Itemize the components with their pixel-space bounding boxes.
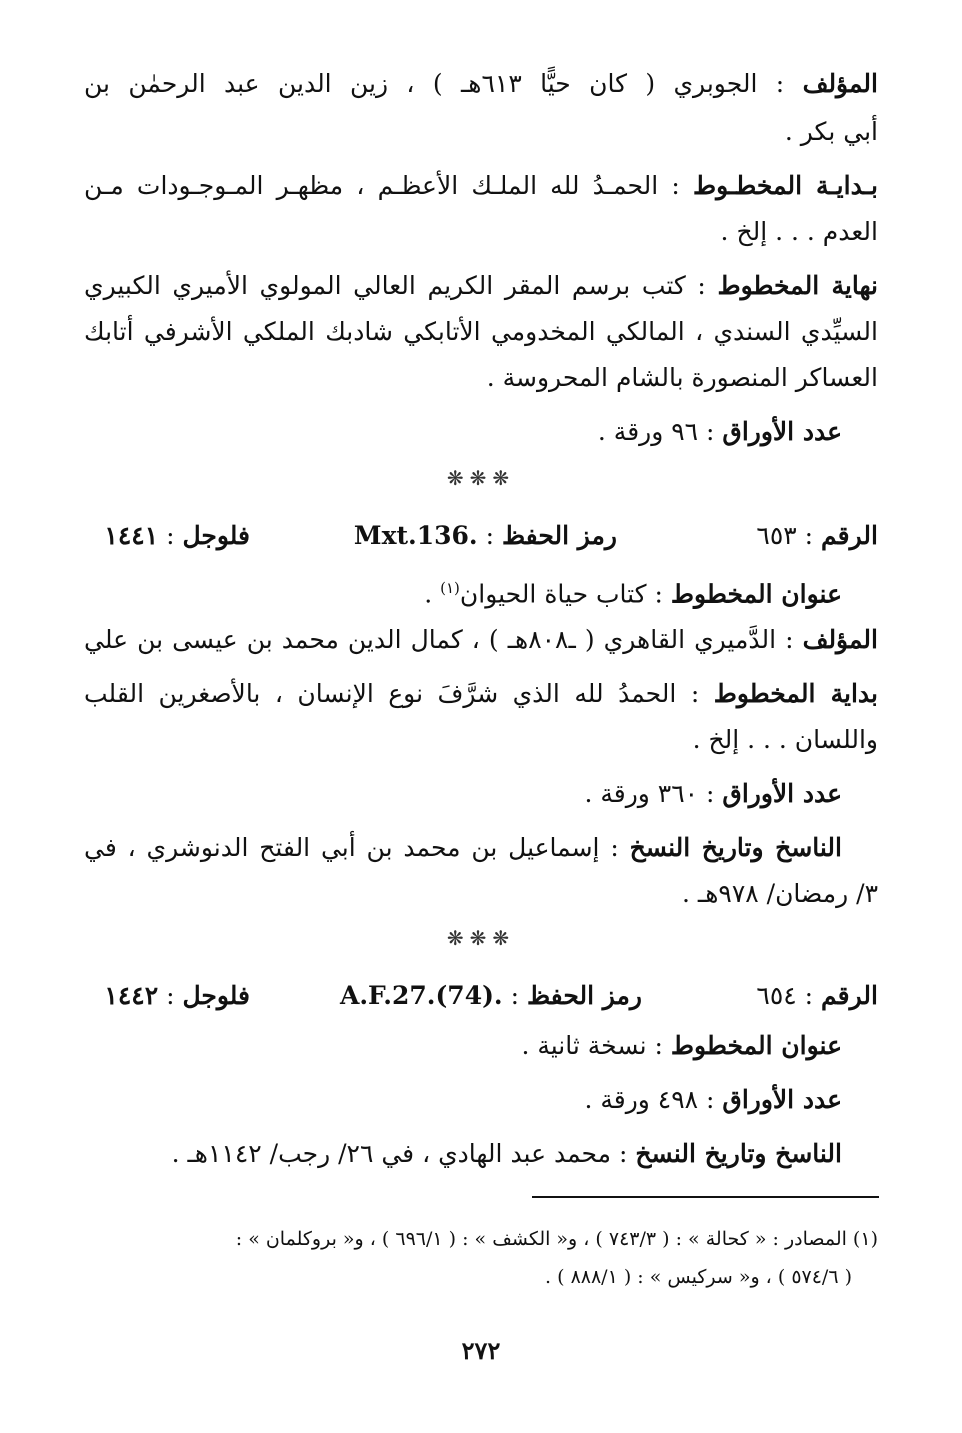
shelf-label: رمز الحفظ (526, 981, 642, 1010)
page-number: ٢٧٢ (461, 1336, 501, 1365)
title-label: عنوان المخطوط (670, 579, 842, 609)
leaves-label: عدد الأوراق (722, 417, 842, 446)
author-label: المؤلف (802, 69, 878, 98)
beginning-label: بـدايـة المخطـوط (693, 171, 878, 200)
footnote-line: (١) المصادر : « كحالة » : ( ٧٤٣/٣ ) ، و« الكشف » : ( ٦٩٦/١ ) ، و« بروكلمان » : (235, 1228, 878, 1250)
leaves-text: ٤٩٨ ورقة . (584, 1085, 699, 1114)
footnote-ref: (١) (440, 579, 460, 597)
ending-label: نهاية المخطوط (717, 271, 878, 300)
leaves-line: عدد الأوراق : ٤٩٨ ورقة . (584, 1085, 842, 1114)
author-line-cont: أبي بكر . (784, 117, 878, 146)
ending-line-3: العساكر المنصورة بالشام المحروسة . (486, 363, 878, 392)
copyist-label: الناسخ وتاريخ النسخ (635, 1139, 842, 1168)
leaves-text: ٣٦٠ ورقة . (584, 779, 699, 808)
ending-text: كتب برسم المقر الكريم العالي المولوي الأميري الكبيري (84, 271, 686, 300)
author-text: الدَّميري القاهري ( ـ٨٠٨هـ ) ، كمال الدين محمد بن عيسى بن علي (84, 625, 777, 654)
number-value: ٦٥٣ (756, 521, 797, 550)
flugel-number: فلوجل : ١٤٤١ (104, 521, 250, 550)
beginning-text: الحمـدُ لله الملـك الأعظـم ، مظهـر المـوجـودات مـن (84, 171, 659, 200)
beginning-line: بداية المخطوط : الحمدُ لله الذي شرَّفَ نوع الإنسان ، بالأصغرين القلب (84, 679, 878, 708)
beginning-line: بـدايـة المخطـوط : الحمـدُ لله الملـك الأعظـم ، مظهـر المـوجـودات مـن (84, 171, 878, 200)
copyist-line-cont: ٣/ رمضان/ ٩٧٨هـ . (682, 879, 878, 908)
shelf-value: A.F.27.(74). (339, 981, 503, 1010)
ending-line: نهاية المخطوط : كتب برسم المقر الكريم العالي المولوي الأميري الكبيري (84, 271, 878, 300)
author-line: المؤلف : الدَّميري القاهري ( ـ٨٠٨هـ ) ، كمال الدين محمد بن عيسى بن علي (84, 625, 878, 654)
title-end: . (424, 579, 441, 609)
copyist-label: الناسخ وتاريخ النسخ (629, 833, 842, 862)
beginning-text: الحمدُ لله الذي شرَّفَ نوع الإنسان ، بالأصغرين القلب (84, 679, 677, 708)
beginning-line-cont: العدم . . . إلخ . (720, 217, 878, 246)
leaves-line: عدد الأوراق : ٣٦٠ ورقة . (584, 779, 842, 808)
section-separator: ❋❋❋ (446, 466, 516, 490)
copyist-line: الناسخ وتاريخ النسخ : محمد عبد الهادي ، في ٢٦/ رجب/ ١١٤٢هـ . (171, 1139, 842, 1168)
footnote-line-cont: ( ٥٧٤/٦ ) ، و« سركيس » : ( ٨٨٨/١ ) . (545, 1266, 852, 1288)
title-label: عنوان المخطوط (670, 1031, 842, 1060)
title-text: نسخة ثانية . (521, 1031, 647, 1060)
shelf-label: رمز الحفظ (501, 521, 617, 550)
shelf-mark: رمز الحفظ : A.F.27.(74). (339, 981, 642, 1010)
copyist-text: محمد عبد الهادي ، في ٢٦/ رجب/ ١١٤٢هـ . (171, 1139, 612, 1168)
number-value: ٦٥٤ (756, 981, 797, 1010)
shelf-value: Mxt.136. (353, 521, 478, 550)
flugel-label: فلوجل (182, 981, 250, 1010)
entry-number: الرقم : ٦٥٣ (756, 521, 878, 550)
leaves-label: عدد الأوراق (722, 1085, 842, 1114)
title-line: عنوان المخطوط : نسخة ثانية . (521, 1031, 842, 1060)
flugel-label: فلوجل (182, 521, 250, 550)
leaves-line: عدد الأوراق : ٩٦ ورقة . (597, 417, 842, 446)
flugel-value: ١٤٤١ (104, 521, 159, 550)
section-separator: ❋❋❋ (446, 926, 516, 950)
copyist-line: الناسخ وتاريخ النسخ : إسماعيل بن محمد بن أبي الفتح الدنوشري ، في (84, 833, 842, 862)
leaves-text: ٩٦ ورقة . (597, 417, 699, 446)
entry-number: الرقم : ٦٥٤ (756, 981, 878, 1010)
title-line: عنوان المخطوط : كتاب حياة الحيوان$^{(١)}$ . (424, 579, 842, 609)
title-text: كتاب حياة الحيوان (459, 579, 647, 609)
number-label: الرقم (821, 521, 878, 550)
flugel-number: فلوجل : ١٤٤٢ (104, 981, 250, 1010)
ending-line-2: السيِّدي السندي ، المالكي المخدومي الأتابكي شادبك الملكي الأشرفي أتابك (84, 317, 878, 346)
beginning-label: بداية المخطوط (713, 679, 878, 708)
author-line: المؤلف : الجوبري ( كان حيًّا ٦١٣هـ ) ، زين الدين عبد الرحمٰن بن (84, 69, 878, 98)
shelf-mark: رمز الحفظ : Mxt.136. (353, 521, 617, 550)
footnote-rule (532, 1196, 879, 1198)
copyist-text: إسماعيل بن محمد بن أبي الفتح الدنوشري ، في (84, 833, 600, 862)
beginning-line-cont: واللسان . . . إلخ . (692, 725, 878, 754)
flugel-value: ١٤٤٢ (104, 981, 159, 1010)
author-text: الجوبري ( كان حيًّا ٦١٣هـ ) ، زين الدين عبد الرحمٰن بن (84, 69, 758, 98)
leaves-label: عدد الأوراق (722, 779, 842, 808)
number-label: الرقم (821, 981, 878, 1010)
author-label: المؤلف (802, 625, 878, 654)
